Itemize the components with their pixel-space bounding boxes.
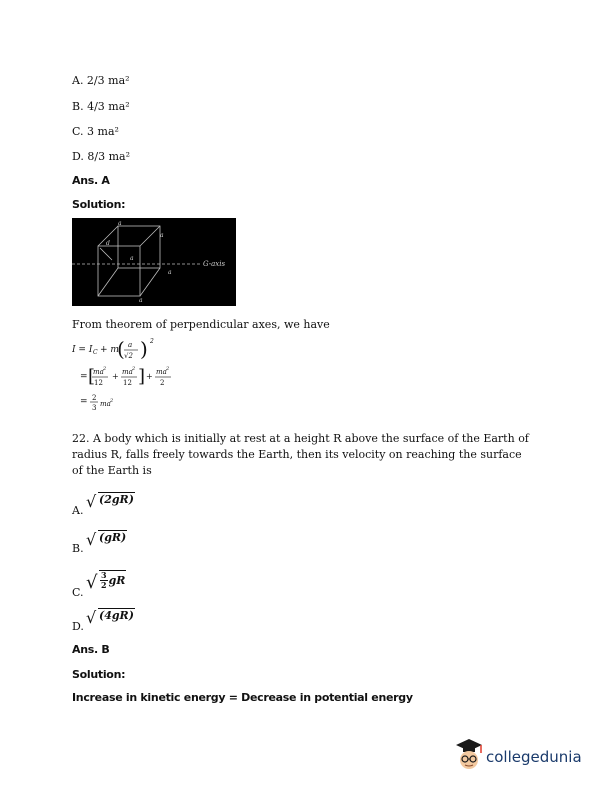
label-a-top: a: [118, 220, 122, 227]
three-halves-fraction: $\frac{3}{2}$: [101, 570, 107, 590]
svg-text:C: C: [93, 349, 98, 356]
svg-text:a: a: [128, 341, 133, 349]
svg-text:2: 2: [92, 394, 97, 402]
svg-text:]: ]: [138, 366, 146, 387]
q22-option-d-expr: (4gR): [99, 609, 134, 622]
q22-solution-line: Increase in kinetic energy = Decrease in potential energy: [72, 691, 413, 704]
collegedunia-logo: [452, 734, 592, 774]
svg-text:ma: ma: [122, 368, 133, 376]
svg-text:ma: ma: [93, 368, 104, 376]
svg-text:2: 2: [132, 366, 136, 372]
svg-text:+ m: + m: [100, 345, 119, 355]
svg-text:+: +: [112, 372, 119, 381]
theorem-text: From theorem of perpendicular axes, we have: [72, 318, 330, 331]
q21-option-d: D. 8/3 ma²: [72, 150, 131, 163]
sqrt-symbol-b: √: [86, 530, 97, 549]
svg-text:ma: ma: [156, 368, 167, 376]
svg-text:[: [: [88, 366, 96, 387]
label-d: d: [106, 240, 110, 247]
svg-text:+: +: [146, 372, 153, 381]
svg-text:3: 3: [92, 404, 97, 412]
label-a-center: a: [130, 255, 134, 262]
q22-option-c-letter: C.: [72, 586, 84, 599]
q22-option-c-expr: gR: [108, 574, 126, 587]
sqrt-symbol-c: √: [86, 572, 98, 593]
svg-text:2: 2: [103, 366, 107, 372]
svg-text:2: 2: [110, 398, 114, 404]
svg-text:=: =: [80, 397, 88, 407]
svg-text:12: 12: [123, 379, 132, 387]
q21-answer: Ans. A: [72, 174, 110, 187]
q22-question: 22. A body which is initially at rest at a height R above the surface of the Earth of radius R, falls freely towards the Earth, then its velocity on reaching the surface of the Earth is: [72, 432, 529, 477]
q21-option-a: A. 2/3 ma²: [72, 74, 130, 87]
svg-text:(: (: [117, 337, 125, 361]
q22-answer: Ans. B: [72, 643, 110, 656]
equation-graphic: [72, 334, 252, 414]
q21-option-b: B. 4/3 ma²: [72, 100, 130, 113]
svg-text:2: 2: [160, 379, 165, 387]
label-a-right: a: [160, 232, 164, 239]
q22-option-a-letter: A.: [72, 504, 84, 517]
sqrt-symbol-d: √: [86, 608, 97, 627]
moment-of-inertia-derivation: [72, 334, 252, 414]
q22-option-a-expr: (2gR): [99, 493, 134, 506]
q22-solution-heading: Solution:: [72, 668, 126, 681]
svg-text:ma: ma: [100, 400, 111, 408]
label-g-axis: G-axis: [203, 260, 226, 268]
sqrt-symbol-a: √: [86, 492, 97, 511]
cube-diagram: [72, 218, 236, 306]
svg-text:2: 2: [166, 366, 170, 372]
svg-text:): ): [140, 337, 148, 361]
q21-solution-heading: Solution:: [72, 198, 126, 211]
label-a-bottom: a: [139, 297, 143, 304]
svg-text:12: 12: [94, 379, 103, 387]
q22-option-b-letter: B.: [72, 542, 84, 555]
brand-name: collegedunia: [486, 748, 582, 766]
q22-option-c-radicand: [99, 570, 126, 590]
svg-text:I = I: I = I: [72, 345, 93, 355]
q22-option-b-expr: (gR): [99, 531, 127, 544]
svg-text:2: 2: [150, 338, 154, 345]
q21-option-c: C. 3 ma²: [72, 125, 119, 138]
label-a-side: a: [168, 269, 172, 276]
mascot-icon: [452, 736, 486, 772]
svg-text:√2: √2: [124, 352, 133, 360]
svg-text:=: =: [80, 372, 88, 382]
q22-option-d-letter: D.: [72, 620, 84, 633]
cube-figure: [72, 218, 236, 306]
